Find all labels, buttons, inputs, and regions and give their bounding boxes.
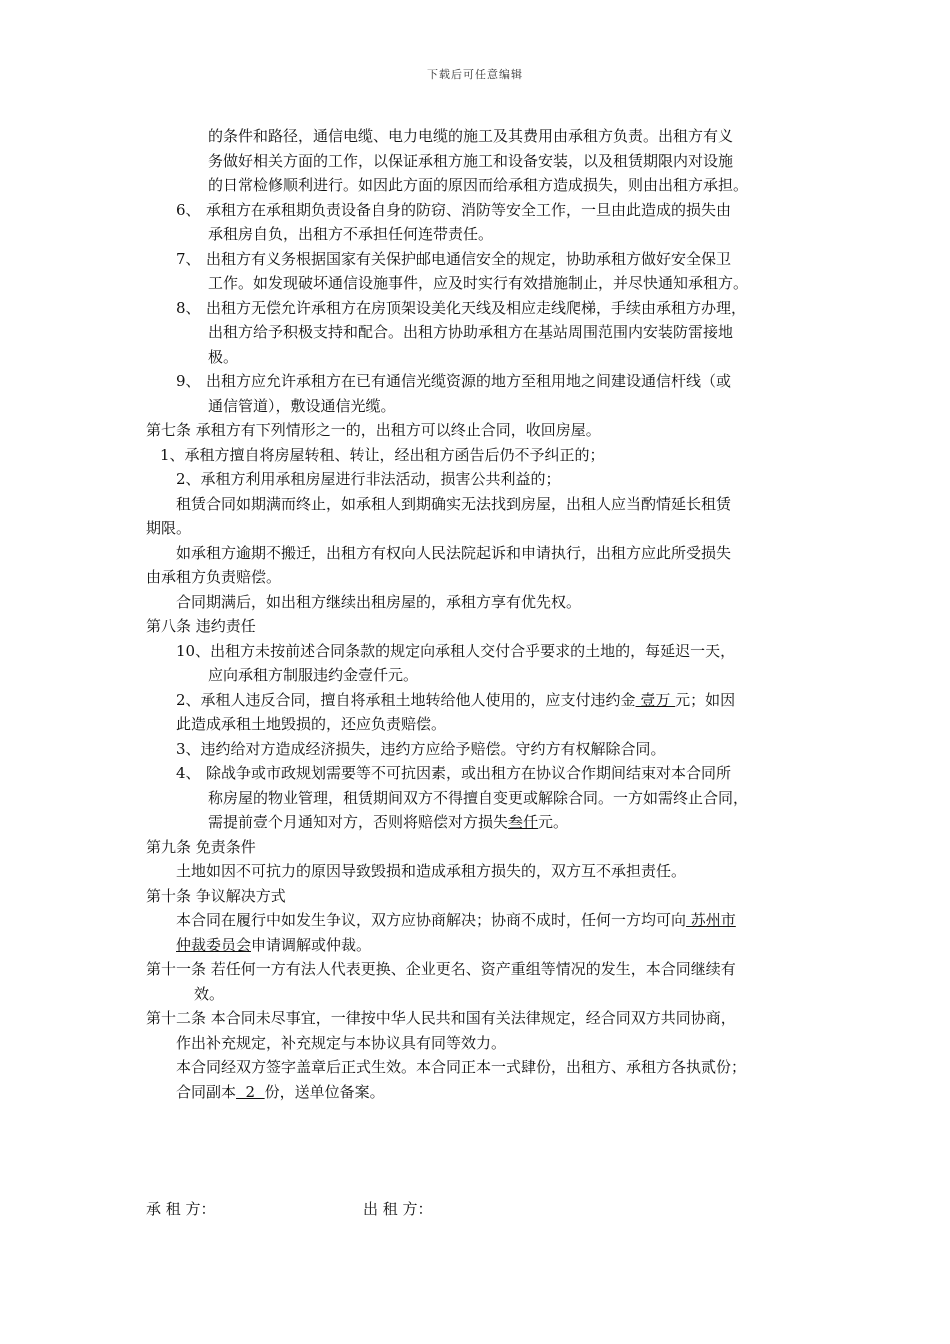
text-line: 本合同经双方签字盖章后正式生效。本合同正本一式肆份，出租方、承租方各执贰份； xyxy=(176,1058,747,1076)
text-line: 通信管道），敷设通信光缆。 xyxy=(208,396,396,415)
item-number: 4、 xyxy=(176,764,201,782)
text-segment: 申请调解或仲裁。 xyxy=(251,935,372,954)
article-11: 第十一条 若任何一方有法人代表更换、企业更名、资产重组等情况的发生，本合同继续有 xyxy=(146,960,736,978)
text-line: 2、承租方利用承租房屋进行非法活动，损害公共利益的； xyxy=(176,470,561,488)
text-line: 期限。 xyxy=(146,519,192,537)
text-line: 土地如因不可抗力的原因导致毁损和造成承租方损失的，双方互不承担责任。 xyxy=(176,862,687,880)
item-number: 8、 xyxy=(176,298,201,317)
copy-count: 2 xyxy=(236,1082,265,1101)
text-line: 由承租方负责赔偿。 xyxy=(146,568,282,586)
text-segment: 元；如因 xyxy=(675,690,736,709)
text-line xyxy=(146,1080,816,1105)
item-text: 除战争或市政规划需要等不可抗因素，或出租方在协议合作期间结束对本合同所 xyxy=(206,764,732,782)
text-line xyxy=(146,810,816,835)
item-text: 出租方有义务根据国家有关保护邮电通信安全的规定，协助承租方做好安全保卫 xyxy=(206,249,732,268)
text-line xyxy=(146,933,816,958)
list-item-4 xyxy=(146,761,816,786)
arbitration-city: 苏州市 xyxy=(686,911,736,929)
article-8-title: 第八条 违约责任 xyxy=(146,617,256,635)
text-line: 应向承租方制服违约金壹仟元。 xyxy=(208,666,419,684)
text-segment: 本合同在履行中如发生争议，双方应协商解决；协商不成时，任何一方均可向 xyxy=(176,911,687,929)
text-line: 作出补充规定，补充规定与本协议具有同等效力。 xyxy=(176,1033,507,1052)
article-10-title: 第十条 争议解决方式 xyxy=(146,886,286,905)
item-text: 承租方在承租期负责设备自身的防窃、消防等安全工作，一旦由此造成的损失由 xyxy=(206,200,732,219)
text-line: 此造成承租土地毁损的，还应负责赔偿。 xyxy=(176,715,447,733)
list-item-6 xyxy=(146,198,816,223)
text-segment: 份，送单位备案。 xyxy=(264,1082,385,1101)
article-7-title: 第七条 承租方有下列情形之一的，出租方可以终止合同，收回房屋。 xyxy=(146,421,601,439)
text-line: 1、承租方擅自将房屋转租、转让，经出租方函告后仍不予纠正的； xyxy=(160,445,605,464)
list-item-9 xyxy=(146,369,816,394)
item-number: 7、 xyxy=(176,249,201,268)
text-segment: 2、承租人违反合同，擅自将承租土地转给他人使用的，应支付违约金 xyxy=(176,690,636,709)
text-line: 合同期满后，如出租方继续出租房屋的，承租方享有优先权。 xyxy=(176,592,582,611)
text-segment: 元。 xyxy=(538,813,569,831)
text-line: 效。 xyxy=(194,984,225,1003)
text-line xyxy=(146,688,816,713)
text-segment: 需提前壹个月通知对方，否则将赔偿对方损失 xyxy=(208,813,509,831)
page-header: 下载后可任意编辑 xyxy=(427,68,523,81)
compensation-amount: 叁仟 xyxy=(508,813,539,831)
lessor-signature-label: 出 租 方： xyxy=(363,1200,433,1218)
text-line: 工作。如发现破坏通信设施事件，应及时实行有效措施制止，并尽快通知承租方。 xyxy=(208,274,749,292)
item-text: 出租方应允许承租方在已有通信光缆资源的地方至租用地之间建设通信杆线（或 xyxy=(206,372,732,390)
item-text: 出租方无偿允许承租方在房顶架设美化天线及相应走线爬梯，手续由承租方办理， xyxy=(206,298,747,317)
lessee-signature-label: 承 租 方： xyxy=(146,1200,216,1218)
item-number: 9、 xyxy=(176,372,201,390)
item-number: 6、 xyxy=(176,200,201,219)
text-line: 极。 xyxy=(208,347,239,366)
contract-body xyxy=(146,124,816,1104)
article-9-title: 第九条 免责条件 xyxy=(146,837,256,856)
text-segment: 合同副本 xyxy=(176,1082,237,1101)
text-line: 出租方给予积极支持和配合。出租方协助承租方在基站周围范围内安装防雷接地 xyxy=(208,323,734,341)
text-line: 3、违约给对方造成经济损失，违约方应给予赔偿。守约方有权解除合同。 xyxy=(176,739,666,758)
text-line: 承租房自负，出租方不承担任何连带责任。 xyxy=(208,225,494,243)
text-line: 10、出租方未按前述合同条款的规定向承租人交付合乎要求的土地的，每延迟一天， xyxy=(176,641,736,660)
list-item-7 xyxy=(146,247,816,272)
text-line: 如承租方逾期不搬迁，出租方有权向人民法院起诉和申请执行，出租方应此所受损失 xyxy=(176,543,732,562)
text-line: 称房屋的物业管理，租赁期间双方不得擅自变更或解除合同。一方如需终止合同， xyxy=(208,788,749,807)
arbitration-body: 仲裁委员会 xyxy=(176,935,252,954)
text-line xyxy=(146,908,816,933)
penalty-amount: 壹万 xyxy=(635,690,676,709)
text-line: 的条件和路径，通信电缆、电力电缆的施工及其费用由承租方负责。出租方有义 xyxy=(208,127,734,145)
text-line: 务做好相关方面的工作，以保证承租方施工和设备安装，以及租赁期限内对设施 xyxy=(208,151,734,170)
list-item-8 xyxy=(146,296,816,321)
article-12: 第十二条 本合同未尽事宜，一律按中华人民共和国有关法律规定，经合同双方共同协商， xyxy=(146,1009,736,1027)
text-line: 的日常检修顺利进行。如因此方面的原因而给承租方造成损失，则由出租方承担。 xyxy=(208,176,749,194)
text-line: 租赁合同如期满而终止，如承租人到期确实无法找到房屋，出租人应当酌情延长租赁 xyxy=(176,494,732,513)
